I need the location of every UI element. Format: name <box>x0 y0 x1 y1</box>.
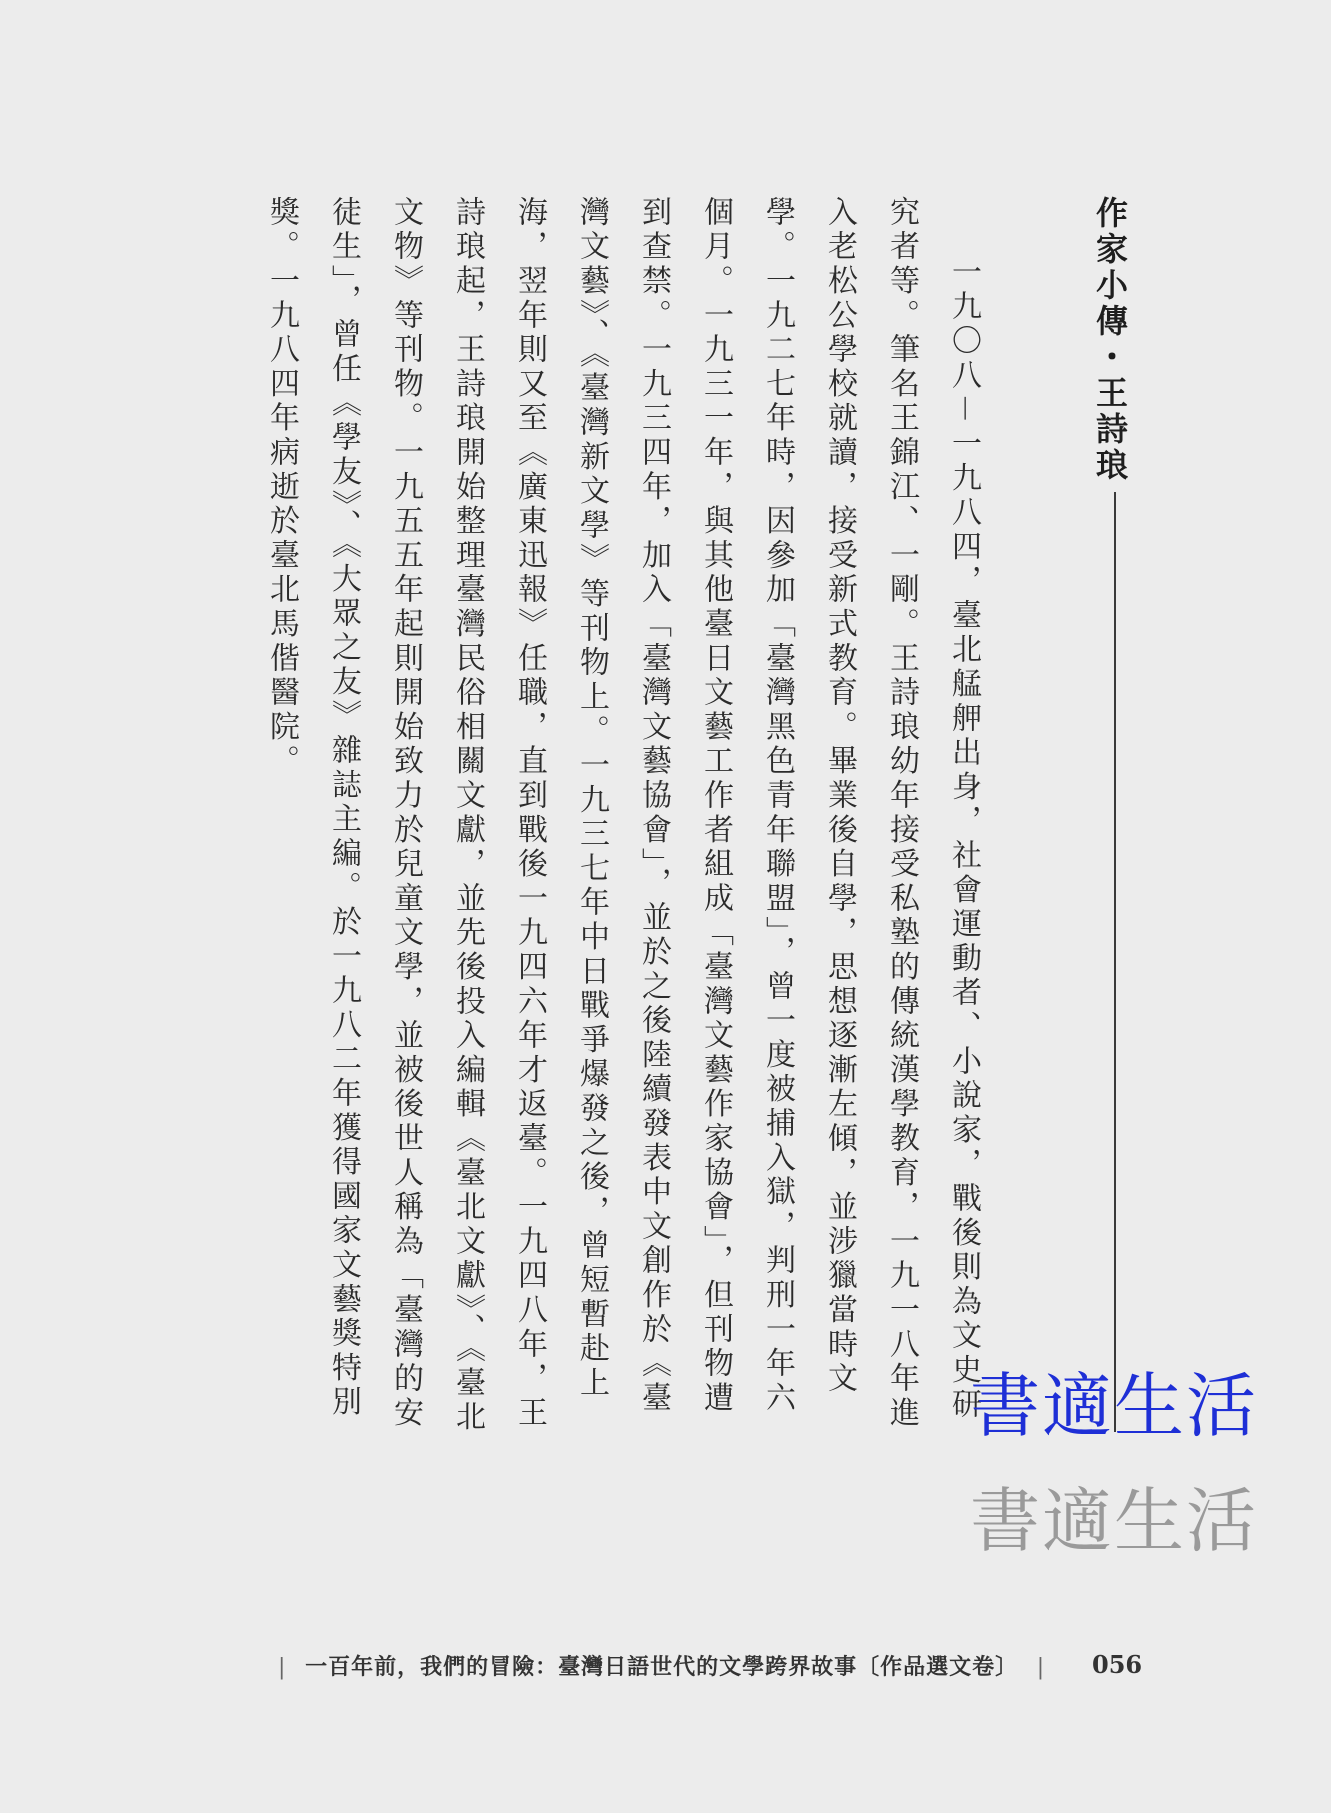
page-number: 056 <box>1092 1650 1143 1679</box>
biography-paragraph: 一九〇八－一九八四，臺北艋舺出身，社會運動者、小說家，戰後則為文史研究者等。筆名王錦江、一剛。王詩琅幼年接受私塾的傳統漢學教育，一九一八年進入老松公學校就讀，接受新式教育。畢業後自學，思想逐漸左傾，並涉獵當時文學。一九二七年時，因參加「臺灣黑色青年聯盟」，曾一度被捕入獄，判刑一年六個月。一九三一年，與其他臺日文藝工作者組成「臺灣文藝作家協會」，但刊物遭到查禁。一九三四年，加入「臺灣文藝協會」，並於之後陸續發表中文創作於《臺灣文藝》、《臺灣新文學》等刊物上。一九三七年中日戰爭爆發之後，曾短暫赴上海，翌年則又至《廣東迅報》任職，直到戰後一九四六年才返臺。一九四八年，王詩琅起，王詩琅開始整理臺灣民俗相關文獻，並先後投入編輯《臺北文獻》、《臺北文物》等刊物。一九五五年起則開始致力於兒童文學，並被後世人稱為「臺灣的安徒生」，曾任《學友》、《大眾之友》雜誌主編。於一九八二年獲得國家文藝獎特別獎。一九八四年病逝於臺北馬偕醫院。 <box>264 196 981 1436</box>
footer-left-bar: | <box>278 1655 287 1680</box>
footer-book-title: 一百年前，我們的冒險：臺灣日語世代的文學跨界故事〔作品選文卷〕 <box>305 1654 1019 1680</box>
title-rule <box>1114 492 1116 1432</box>
page-title: 作家小傳・王詩琅 <box>1091 196 1129 484</box>
watermark-blue: 書適生活 <box>970 1365 1258 1447</box>
biography-text <box>264 196 994 1436</box>
watermark-gray: 書適生活 <box>970 1480 1258 1562</box>
running-footer <box>268 1650 1055 1681</box>
footer-right-bar: | <box>1036 1655 1046 1680</box>
